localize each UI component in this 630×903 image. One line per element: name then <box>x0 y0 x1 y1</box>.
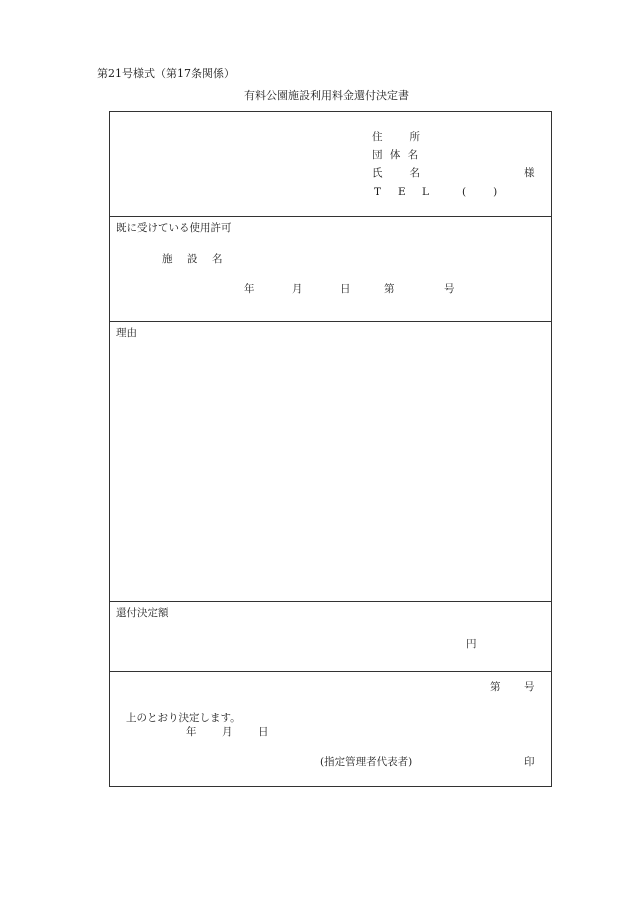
address-label: 住 所 <box>372 131 422 143</box>
honorific-sama: 様 <box>524 167 535 179</box>
refund-section <box>110 602 551 671</box>
applicant-section <box>110 112 551 216</box>
permit-section <box>110 217 551 321</box>
representative-label: (指定管理者代表者) <box>320 756 413 768</box>
tel-label-t: T <box>374 186 382 198</box>
seal-mark: 印 <box>524 756 535 768</box>
decision-number-prefix: 第 <box>490 681 501 693</box>
decision-number-suffix: 号 <box>524 681 535 693</box>
decision-section <box>110 672 551 786</box>
tel-label-e: E <box>398 186 406 198</box>
facility-name-label: 施 設 名 <box>162 253 225 265</box>
decision-day: 日 <box>258 726 269 738</box>
refund-amount-label: 還付決定額 <box>116 607 169 619</box>
permit-number-suffix: 号 <box>444 283 455 295</box>
tel-area-code-parens: ( ) <box>462 186 500 198</box>
permit-month: 月 <box>292 283 303 295</box>
decision-statement: 上のとおり決定します。 <box>126 712 241 724</box>
permit-number-prefix: 第 <box>384 283 395 295</box>
reason-label: 理由 <box>116 327 137 339</box>
document-title: 有料公園施設利用料金還付決定書 <box>244 89 409 102</box>
tel-label-l: L <box>422 186 429 198</box>
permit-year: 年 <box>244 283 255 295</box>
form-number: 第21号様式（第17条関係） <box>97 67 235 80</box>
form-table <box>109 111 552 787</box>
decision-month: 月 <box>222 726 233 738</box>
group-name-label: 団 体 名 <box>372 149 421 161</box>
yen-unit: 円 <box>466 638 477 650</box>
permit-day: 日 <box>340 283 351 295</box>
name-label: 氏 名 <box>372 167 422 179</box>
permit-section-label: 既に受けている使用許可 <box>116 222 232 234</box>
decision-year: 年 <box>186 726 197 738</box>
reason-section <box>110 322 551 601</box>
